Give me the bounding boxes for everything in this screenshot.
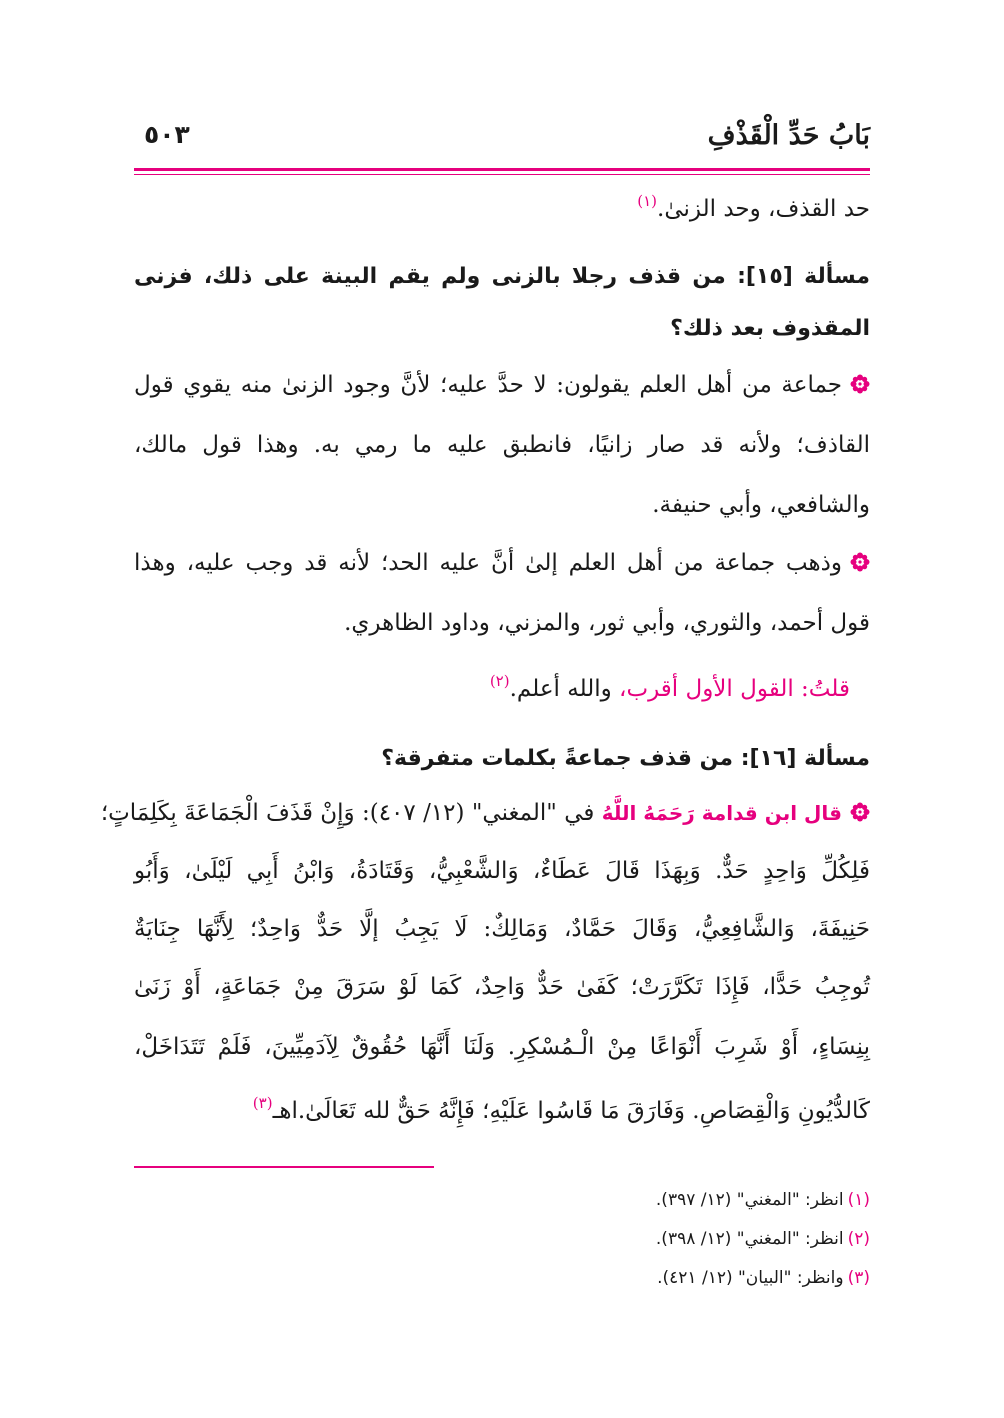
footnote-text: انظر: "المغني" (١٢/ ٣٩٨). <box>655 1229 844 1249</box>
paragraph-1-line3: والشافعي، وأبي حنيفة. <box>652 492 870 518</box>
footnote-ref-2[interactable]: (٢) <box>489 672 510 690</box>
footnote-2 <box>656 1229 870 1249</box>
footnote-ref-3[interactable]: (٣) <box>252 1094 273 1112</box>
issue-16-heading <box>134 746 870 771</box>
book-page <box>100 0 870 1418</box>
footnote-number: (١) <box>847 1190 870 1210</box>
flower-ornament-icon <box>850 374 870 394</box>
issue-15-label: مسألة [١٥]: <box>737 264 870 289</box>
footnote-ref-1[interactable]: (١) <box>637 192 658 210</box>
paragraph-1-line1 <box>134 372 870 398</box>
issue-15-line1: من قذف رجلا بالزنى ولم يقم البينة على ذلك، فزنى <box>134 264 726 289</box>
p2-line1-text: وذهب جماعة من أهل العلم إلىٰ أنَّ عليه الحد؛ لأنه قد وجب عليه، وهذا <box>134 550 842 576</box>
flower-ornament-icon <box>850 552 870 572</box>
quote-line6-text: كَالدُّيُونِ وَالْقِصَاصِ. وَفَارَقَ مَا قَاسُوا عَلَيْهِ؛ فَإِنَّهُ حَقٌّ لله تَعَالَىٰ.اهـ <box>272 1098 870 1124</box>
quote-speaker: قال ابن قدامة رَحَمَهُ اللَّهُ <box>601 801 842 825</box>
footnote-3 <box>657 1268 870 1288</box>
quote-line1-text: في "المغني" (١٢/ ٤٠٧): وَإِنْ قَذَفَ الْجَمَاعَةَ بِكَلِمَاتٍ؛ <box>100 800 595 826</box>
footnote-number: (٢) <box>847 1229 870 1249</box>
chapter-title: بَابُ حَدِّ الْقَذْفِ <box>707 120 870 151</box>
issue-16-label: مسألة [١٦]: <box>740 746 870 771</box>
paragraph-2-line2: قول أحمد، والثوري، وأبي ثور، والمزني، وداود الظاهري. <box>344 610 870 636</box>
author-note-rest: والله أعلم. <box>509 676 612 702</box>
page-number: ٥٠٣ <box>144 120 190 149</box>
issue-15-line2: المقذوف بعد ذلك؟ <box>670 316 870 341</box>
flower-ornament-icon <box>850 802 870 822</box>
author-opinion: قلتُ: القول الأول أقرب، <box>619 676 850 702</box>
paragraph-1-line2: القاذف؛ ولأنه قد صار زانيًا، فانطبق عليه ما رمي به. وهذا قول مالك، <box>134 432 870 458</box>
header-rule-thick <box>134 168 870 171</box>
paragraph-2-line1 <box>134 550 870 576</box>
issue-16-text: من قذف جماعةً بكلمات متفرقة؟ <box>381 746 734 771</box>
author-note <box>134 672 850 702</box>
issue-15-heading <box>134 264 870 289</box>
footnote-text: وانظر: "البيان" (١٢/ ٤٢١). <box>657 1268 844 1288</box>
footnote-separator <box>134 1166 434 1168</box>
quote-line1 <box>100 800 870 826</box>
page-header <box>134 118 870 162</box>
p1-line1-text: جماعة من أهل العلم يقولون: لا حدَّ عليه؛ لأنَّ وجود الزنىٰ منه يقوي قول <box>134 372 842 398</box>
quote-line6 <box>134 1094 870 1124</box>
quote-line2: فَلِكُلِّ وَاحِدٍ حَدٌّ. وَبِهَذَا قَالَ عَطَاءٌ، وَالشَّعْبِيُّ، وَقَتَادَةُ، وَابْنُ أَبِي لَيْلَىٰ، وَأَبُو <box>134 858 870 884</box>
intro-text: حد القذف، وحد الزنىٰ. <box>657 196 870 222</box>
quote-line5: بِنِسَاءٍ، أَوْ شَرِبَ أَنْوَاعًا مِنْ الْـمُسْكِرِ. وَلَنَا أَنَّهَا حُقُوقٌ لِآدَمِيِّينَ، فَلَمْ تَتَدَاخَلْ، <box>134 1034 870 1060</box>
footnote-1 <box>656 1190 870 1210</box>
quote-line4: تُوجِبُ حَدًّا، فَإِذَا تَكَرَّرَتْ؛ كَفَىٰ حَدٌّ وَاحِدٌ، كَمَا لَوْ سَرَقَ مِنْ جَمَاعَةٍ، أَوْ زَنَىٰ <box>134 974 870 1000</box>
header-rule-thin <box>134 174 870 175</box>
intro-line <box>134 192 870 222</box>
footnote-text: انظر: "المغني" (١٢/ ٣٩٧). <box>655 1190 844 1210</box>
quote-line3: حَنِيفَةَ، وَالشَّافِعِيُّ، وَقَالَ حَمَّادٌ، وَمَالِكٌ: لَا يَجِبُ إلَّا حَدٌّ وَاحِدٌ؛ لِأَنَّهَا جِنَايَةٌ <box>134 916 870 942</box>
footnote-number: (٣) <box>847 1268 870 1288</box>
